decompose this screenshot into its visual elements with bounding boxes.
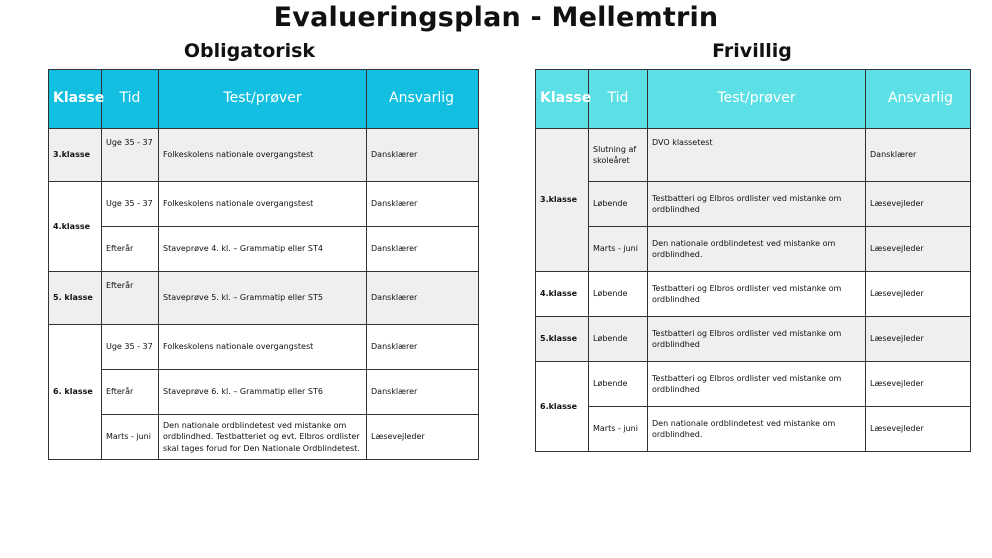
ansvarlig-cell: Dansklærer [866, 129, 971, 182]
test-cell: Testbatteri og Elbros ordlister ved mistanke om ordblindhed [648, 272, 866, 317]
table-row [536, 407, 971, 452]
test-cell: Den nationale ordblindetest ved mistanke om ordblindhed. Testbatteriet og evt. Elbros ordlister skal tages forud for Den Nationale Ordblindetest. [159, 415, 367, 460]
ansvarlig-cell: Dansklærer [367, 370, 479, 415]
ansvarlig-cell: Dansklærer [367, 227, 479, 272]
frivillig-heading: Frivillig [712, 40, 792, 62]
tid-cell: Marts - juni [589, 227, 648, 272]
klasse-cell: 6. klasse [49, 325, 102, 460]
tid-cell: Efterår [102, 272, 159, 325]
column-header-ansvarlig: Ansvarlig [367, 70, 479, 129]
ansvarlig-cell: Dansklærer [367, 325, 479, 370]
test-cell: Folkeskolens nationale overgangstest [159, 129, 367, 182]
column-header-klasse: Klasse [536, 70, 589, 129]
table-row [49, 325, 479, 370]
tid-cell: Uge 35 - 37 [102, 325, 159, 370]
tid-cell: Løbende [589, 272, 648, 317]
klasse-cell: 5. klasse [49, 272, 102, 325]
tid-cell: Efterår [102, 370, 159, 415]
tid-cell: Løbende [589, 362, 648, 407]
table-header-row [49, 70, 479, 129]
column-header-test: Test/prøver [159, 70, 367, 129]
table-row [536, 362, 971, 407]
test-cell: Folkeskolens nationale overgangstest [159, 325, 367, 370]
ansvarlig-cell: Dansklærer [367, 182, 479, 227]
table-row [49, 129, 479, 182]
page-title: Evalueringsplan - Mellemtrin [273, 2, 719, 33]
klasse-cell: 5.klasse [536, 317, 589, 362]
test-cell: Testbatteri og Elbros ordlister ved mistanke om ordblindhed [648, 317, 866, 362]
obligatorisk-table [48, 69, 479, 460]
test-cell: Den nationale ordblindetest ved mistanke om ordblindhed. [648, 227, 866, 272]
tid-cell: Slutning af skoleåret [589, 129, 648, 182]
ansvarlig-cell: Læsevejleder [866, 227, 971, 272]
ansvarlig-cell: Læsevejleder [866, 272, 971, 317]
column-header-tid: Tid [589, 70, 648, 129]
table-row [536, 317, 971, 362]
test-cell: Testbatteri og Elbros ordlister ved mistanke om ordblindhed [648, 182, 866, 227]
ansvarlig-cell: Læsevejleder [367, 415, 479, 460]
table-row [49, 370, 479, 415]
table-row [49, 272, 479, 325]
frivillig-table [535, 69, 971, 452]
klasse-cell: 4.klasse [49, 182, 102, 272]
column-header-tid: Tid [102, 70, 159, 129]
table-row [536, 227, 971, 272]
klasse-cell: 4.klasse [536, 272, 589, 317]
test-cell: Den nationale ordblindetest ved mistanke om ordblindhed. [648, 407, 866, 452]
column-header-test: Test/prøver [648, 70, 866, 129]
table-row [49, 227, 479, 272]
ansvarlig-cell: Dansklærer [367, 272, 479, 325]
test-cell: Staveprøve 6. kl. – Grammatip eller ST6 [159, 370, 367, 415]
table-row [536, 182, 971, 227]
klasse-cell: 6.klasse [536, 362, 589, 452]
tid-cell: Uge 35 - 37 [102, 182, 159, 227]
ansvarlig-cell: Læsevejleder [866, 362, 971, 407]
ansvarlig-cell: Læsevejleder [866, 182, 971, 227]
tid-cell: Uge 35 - 37 [102, 129, 159, 182]
table-row [536, 272, 971, 317]
table-header-row [536, 70, 971, 129]
tid-cell: Marts - juni [102, 415, 159, 460]
tid-cell: Efterår [102, 227, 159, 272]
tid-cell: Løbende [589, 182, 648, 227]
ansvarlig-cell: Læsevejleder [866, 407, 971, 452]
test-cell: DVO klassetest [648, 129, 866, 182]
test-cell: Folkeskolens nationale overgangstest [159, 182, 367, 227]
ansvarlig-cell: Læsevejleder [866, 317, 971, 362]
obligatorisk-heading: Obligatorisk [183, 40, 316, 62]
table-row [536, 129, 971, 182]
test-cell: Testbatteri og Elbros ordlister ved mistanke om ordblindhed [648, 362, 866, 407]
tid-cell: Marts - juni [589, 407, 648, 452]
klasse-cell: 3.klasse [536, 129, 589, 272]
table-row [49, 415, 479, 460]
tid-cell: Løbende [589, 317, 648, 362]
column-header-ansvarlig: Ansvarlig [866, 70, 971, 129]
table-row [49, 182, 479, 227]
column-header-klasse: Klasse [49, 70, 102, 129]
ansvarlig-cell: Dansklærer [367, 129, 479, 182]
test-cell: Staveprøve 5. kl. – Grammatip eller ST5 [159, 272, 367, 325]
test-cell: Staveprøve 4. kl. – Grammatip eller ST4 [159, 227, 367, 272]
klasse-cell: 3.klasse [49, 129, 102, 182]
